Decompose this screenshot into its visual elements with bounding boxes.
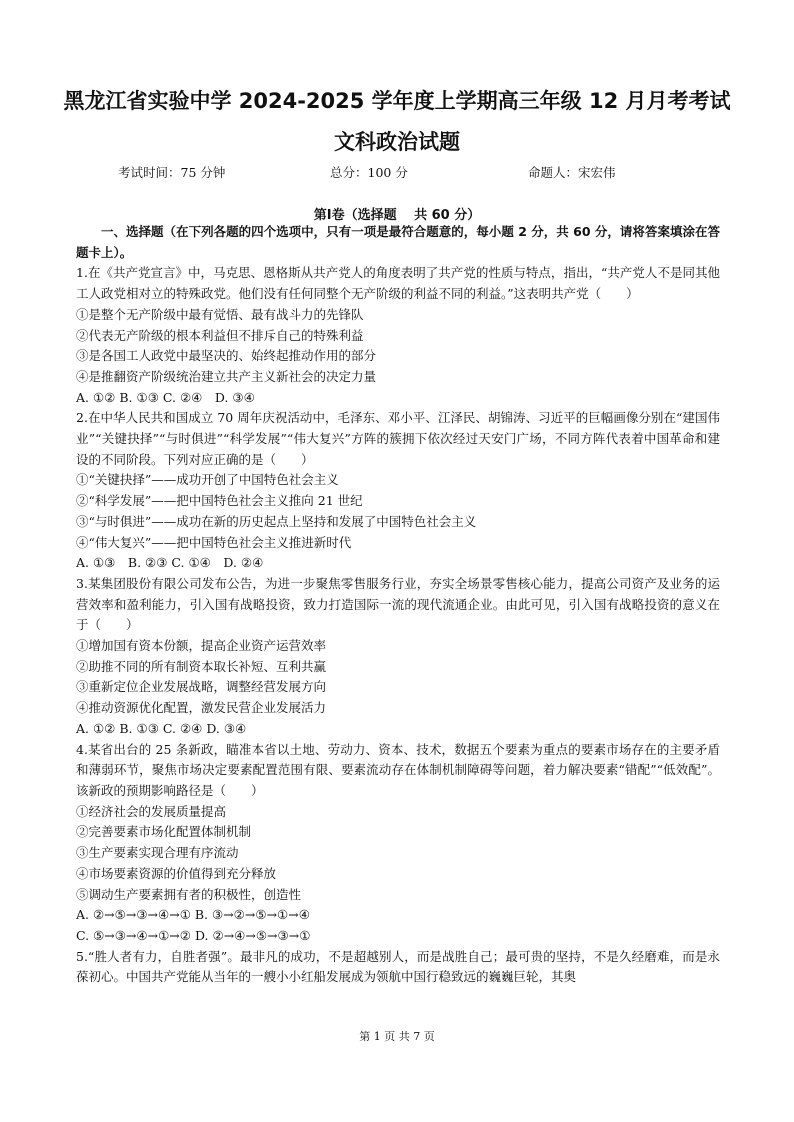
exam-time: 考试时间：75 分钟	[118, 165, 226, 180]
q2-choices: A. ①③ B. ②③ C. ①④ D. ②④	[76, 555, 264, 571]
q3-option: ④推动资源优化配置，激发民营企业发展活力	[76, 700, 327, 716]
q4-choices: C. ⑤→③→④→①→② D. ②→④→⑤→③→①	[76, 927, 311, 943]
q4-option: ④市场要素资源的价值得到充分释放	[76, 865, 277, 881]
q4-option: ②完善要素市场化配置体制机制	[76, 824, 252, 840]
total-score: 总分：100 分	[330, 165, 408, 180]
instruction: 一、选择题（在下列各题的四个选项中，只有一项是最符合题意的，每小题 2 分，共 60 分，请将答案填涂在答题卡上）。	[76, 224, 720, 260]
q3-stem: 3.某集团股份有限公司发布公告，为进一步聚焦零售服务行业，夯实全场景零售核心能力，提高公司资产及业务的运营效率和盈利能力，引入国有战略投资，致力打造国际一流的现代流通企业。由此可见，引入国有战略投资的意义在于（ ）	[76, 575, 720, 633]
q1-option: ③是各国工人政党中最坚决的、始终起推动作用的部分	[76, 348, 377, 364]
q1-choices: A. ①② B. ①③ C. ②④ D. ③④	[76, 389, 255, 405]
q3-choices: A. ①② B. ①③ C. ②④ D. ③④	[76, 720, 247, 736]
q3-option: ①增加国有资本份额，提高企业资产运营效率	[76, 638, 327, 654]
q4-option: ③生产要素实现合理有序流动	[76, 845, 239, 861]
q4-stem: 4.某省出台的 25 条新政，瞄准本省以土地、劳动力、资本、技术，数据五个要素为重点的要素市场存在的主要矛盾和薄弱环节，聚焦市场决定要素配置范围有限、要素流动存在体制机制障碍等问题，着力解决要素“错配”“低效配”。该新政的预期影响路径是（ ）	[76, 741, 720, 798]
q1-option: ①是整个无产阶级中最有觉悟、最有战斗力的先锋队	[76, 306, 364, 322]
q4-choices: A. ②→⑤→③→④→① B. ③→②→⑤→①→④	[76, 907, 310, 923]
q4-option: ⑤调动生产要素拥有者的积极性，创造性	[76, 886, 302, 902]
q2-option: ②“科学发展”——把中国特色社会主义推向 21 世纪	[76, 493, 363, 509]
q2-option: ④“伟大复兴”——把中国特色社会主义推进新时代	[76, 534, 352, 550]
section-title: 第Ⅰ卷（选择题 共 60 分）	[313, 208, 481, 223]
q5-stem: 5.“胜人者有力，自胜者强”。最非凡的成功，不是超越别人，而是战胜自己；最可贵的坚持，不是久经磨难，而是永葆初心。中国共产党能从当年的一艘小小红船发展成为领航中国行稳致远的巍巍巨轮，其奥	[76, 948, 720, 985]
exam-title-line1: 黑龙江省实验中学 2024-2025 学年度上学期高三年级 12 月月考考试	[63, 89, 731, 113]
q1-option: ②代表无产阶级的根本利益但不排斥自己的特殊利益	[76, 327, 364, 343]
q1-option: ④是推翻资产阶级统治建立共产主义新社会的决定力量	[76, 368, 377, 384]
q3-option: ③重新定位企业发展战略，调整经营发展方向	[76, 679, 327, 695]
q4-option: ①经济社会的发展质量提高	[76, 803, 227, 819]
q2-stem: 2.在中华人民共和国成立 70 周年庆祝活动中，毛泽东、邓小平、江泽民、胡锦涛、习近平的巨幅画像分别在“建国伟业”“关键抉择”“与时俱进”“科学发展”“伟大复兴”方阵的簇拥下依次经过天安门广场，不同方阵代表着中国革命和建设的不同阶段。下列对应正确的是（ ）	[76, 410, 720, 467]
q3-option: ②助推不同的所有制资本取长补短、互利共赢	[76, 658, 327, 674]
q2-option: ③“与时俱进”——成功在新的历史起点上坚持和发展了中国特色社会主义	[76, 513, 477, 529]
questions-body	[76, 222, 720, 988]
exam-title-line2: 文科政治试题	[334, 130, 460, 154]
q2-option: ①“关键抉择”——成功开创了中国特色社会主义	[76, 472, 339, 488]
page-footer: 第 1 页 共 7 页	[359, 1030, 435, 1043]
q1-stem: 1.在《共产党宣言》中，马克思、恩格斯从共产党人的角度表明了共产党的性质与特点，指出，“共产党人不是同其他工人政党相对立的特殊政党。他们没有任何同整个无产阶级的利益不同的利益。”这表明共产党（ ）	[76, 265, 720, 302]
exam-author: 命题人：宋宏伟	[528, 165, 616, 180]
